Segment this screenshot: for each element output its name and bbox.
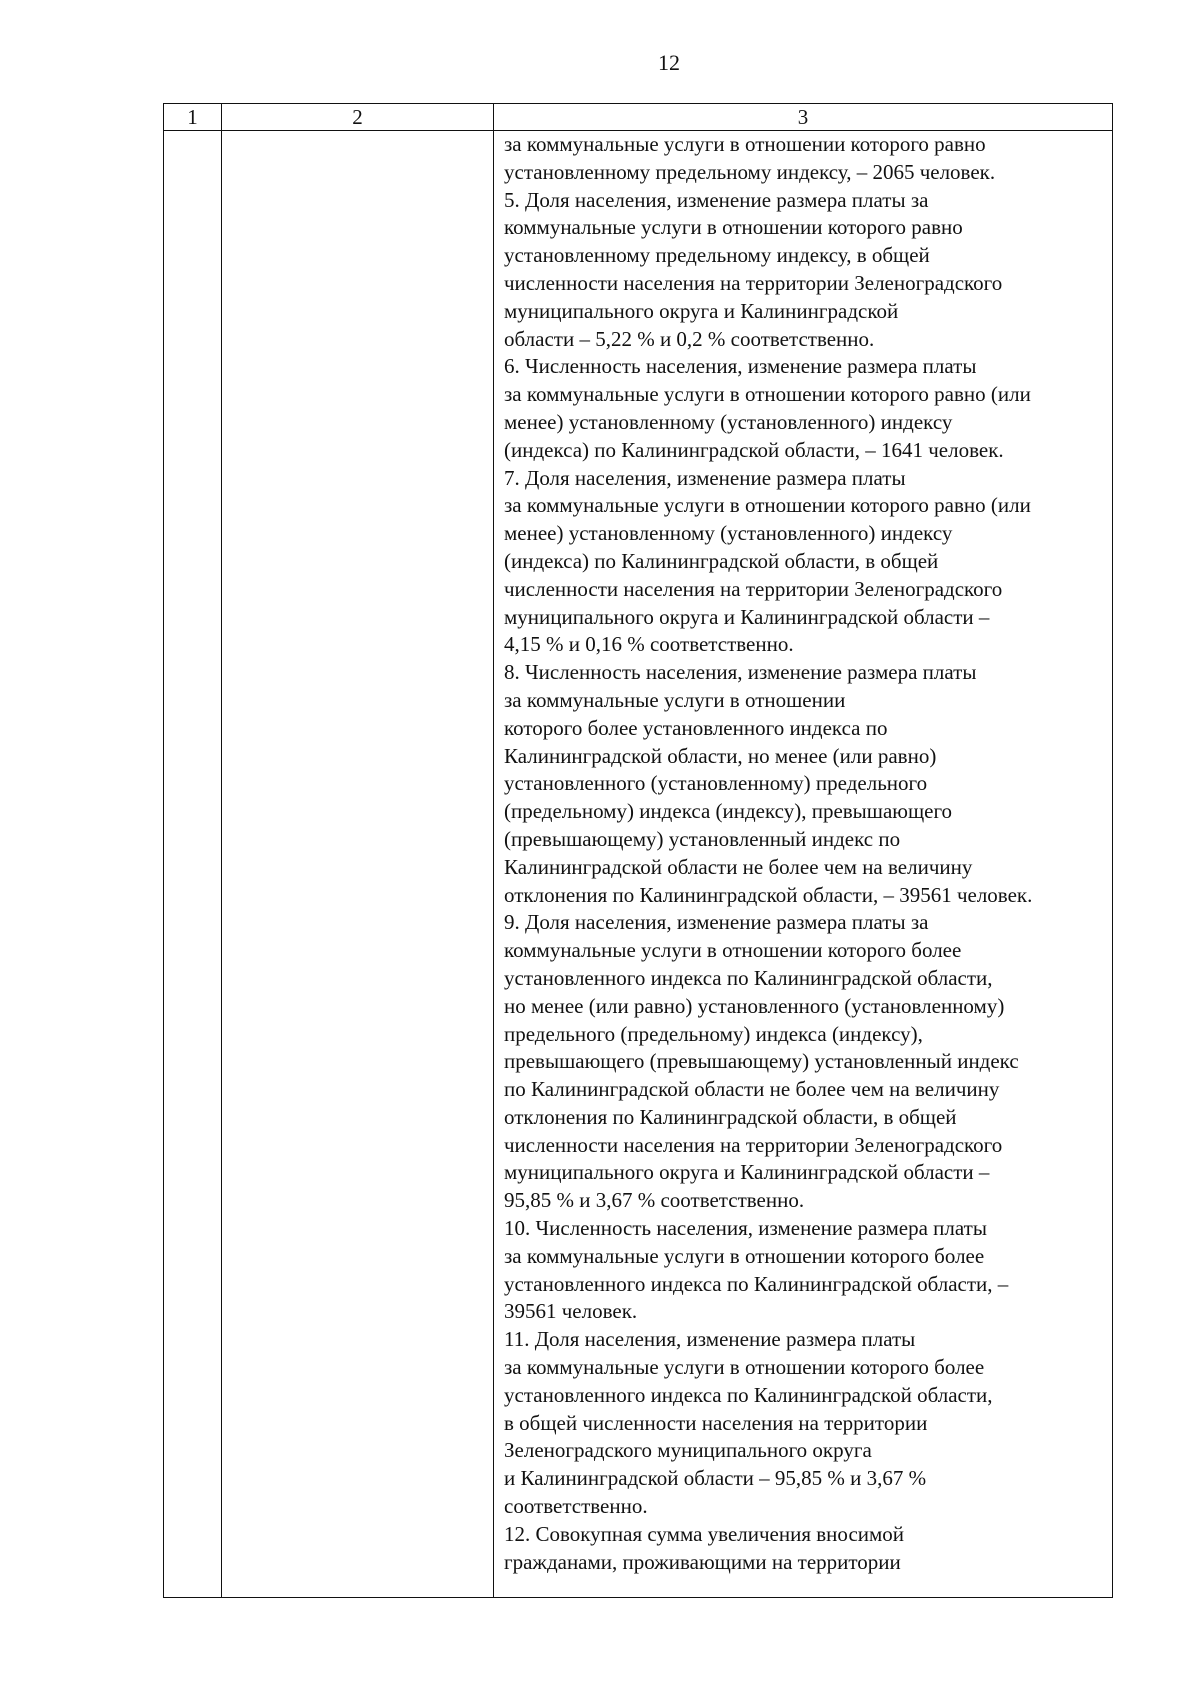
text-line: по Калининградской области не более чем на величину [504,1077,1000,1102]
text-line: за коммунальные услуги в отношении которого равно [504,132,986,156]
text-line: области – 5,22 % и 0,2 % соответственно. [504,326,875,351]
text-line: Зеленоградского муниципального округа [504,1438,872,1463]
text-line: 39561 человек. [504,1299,638,1324]
text-line: численности населения на территории Зеленоградского [504,270,1003,295]
text-line: коммунальные услуги в отношении которого более [504,938,962,963]
text-line: предельного (предельному) индекса (индексу), [504,1021,923,1046]
text-line: муниципального округа и Калининградской области – [504,1160,990,1185]
text-line: менее) установленному (установленного) индексу [504,409,953,434]
text-line: которого более установленного индекса по [504,715,888,740]
text-line: установленному предельному индексу, в общей [504,243,930,268]
text-line: менее) установленному (установленного) индексу [504,521,953,546]
text-line: 4,15 % и 0,16 % соответственно. [504,632,794,657]
text-line: отклонения по Калининградской области, в общей [504,1104,957,1129]
table-header-row [164,104,1113,131]
text-line: но менее (или равно) установленного (установленному) [504,993,1005,1018]
text-line: установленного индекса по Калининградской области, [504,1382,993,1407]
text-line: за коммунальные услуги в отношении которого более [504,1243,985,1268]
header-col-3: 3 [494,104,1113,131]
cell-col-3 [494,131,1113,1598]
text-line: соответственно. [504,1494,648,1519]
page-number: 12 [658,50,680,75]
text-line: и Калининградской области – 95,85 % и 3,67 % [504,1466,927,1491]
text-line: за коммунальные услуги в отношении которого равно (или [504,382,1031,407]
text-line: (превышающему) установленный индекс по [504,826,901,851]
text-line: 12. Совокупная сумма увеличения вносимой [504,1521,905,1546]
text-line: превышающего (превышающему) установленный индекс [504,1049,1019,1074]
text-line: 95,85 % и 3,67 % соответственно. [504,1188,805,1213]
text-line: (индекса) по Калининградской области, в общей [504,548,939,573]
text-line: установленного индекса по Калининградской области, – [504,1271,1009,1296]
text-line: установленного (установленному) предельного [504,771,928,796]
text-line: в общей численности населения на территории [504,1410,928,1435]
continuation-table [163,103,1113,1598]
text-line: 9. Доля населения, изменение размера платы за [504,910,929,935]
text-line: за коммунальные услуги в отношении которого равно (или [504,493,1031,518]
text-line: за коммунальные услуги в отношении [504,687,846,712]
text-line: 5. Доля населения, изменение размера платы за [504,187,929,212]
text-line: гражданами, проживающими на территории [504,1549,901,1574]
table-row [164,131,1113,1598]
text-line: отклонения по Калининградской области, – 39561 человек. [504,882,1033,907]
text-line: коммунальные услуги в отношении которого равно [504,215,963,240]
text-line: установленного индекса по Калининградской области, [504,965,993,990]
cell-col-2 [222,131,494,1598]
text-line: 6. Численность населения, изменение размера платы [504,354,977,379]
text-line: 7. Доля населения, изменение размера платы [504,465,906,490]
text-line: установленному предельному индексу, – 2065 человек. [504,159,996,184]
cell-col-1 [164,131,222,1598]
text-line: муниципального округа и Калининградской области – [504,604,990,629]
text-line: 11. Доля населения, изменение размера платы [504,1327,916,1352]
text-line: Калининградской области, но менее (или равно) [504,743,937,768]
text-line: 10. Численность населения, изменение размера платы [504,1216,987,1241]
text-line: за коммунальные услуги в отношении которого более [504,1355,985,1380]
text-line: 8. Численность населения, изменение размера платы [504,660,977,685]
text-line: численности населения на территории Зеленоградского [504,1132,1003,1157]
indicator-text [494,131,1112,1597]
header-col-2: 2 [222,104,494,131]
header-col-1: 1 [164,104,222,131]
text-line: муниципального округа и Калининградской [504,298,899,323]
text-line: Калининградской области не более чем на величину [504,854,973,879]
text-line: (предельному) индекса (индексу), превышающего [504,799,953,824]
text-line: численности населения на территории Зеленоградского [504,576,1003,601]
text-line: (индекса) по Калининградской области, – 1641 человек. [504,437,1004,462]
